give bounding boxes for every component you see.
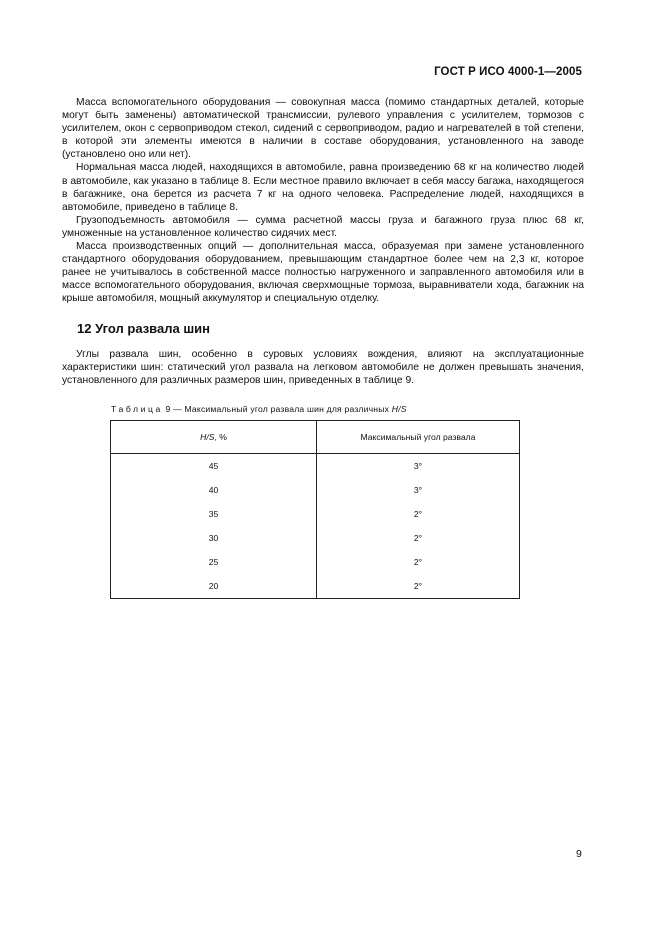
cell-hs: 25 [111,550,317,574]
cell-angle: 2° [317,550,520,574]
page-number: 9 [576,848,582,860]
paragraph-options-mass: Масса производственных опций — дополнительная масса, образуемая при замене установленного стандартного оборудования оборудованием, превышающим стандартное более чем на 2,3 кг, которое ранее не учитывалось в собственной массе полностью нагруженного и заправленного автомобиля или в массе вспомогательного оборудования, включая сверхмощные тормоза, выравниватели хода, багажник на крыше автомобиля, мощный аккумулятор и специальную отделку. [62,241,584,305]
body-text [62,96,584,306]
paragraph-camber: Углы развала шин, особенно в суровых условиях вождения, влияют на эксплуатационные характеристики шин: статический угол развала на легковом автомобиле не должен превышать значения, установленного для различных размеров шин, приведенных в таблице 9. [62,349,584,387]
caption-variable: H/S [391,404,407,414]
paragraph-occupant-mass: Нормальная масса людей, находящихся в автомобиле, равна произведению 68 кг на количество людей в автомобиле, как указано в таблице 8. Если местное правило включает в себя массу багажа, находящегося в багажнике, она берется из расчета 7 кг на одного человека. Распределение людей, находящихся в автомобиле, приведено в таблице 8. [62,162,584,213]
column-header-hs-var: H/S [200,432,215,442]
table-row [111,478,520,502]
section-text [62,348,584,387]
cell-hs: 30 [111,526,317,550]
cell-angle: 3° [317,478,520,502]
cell-angle: 2° [317,574,520,599]
table-row [111,550,520,574]
paragraph-load-capacity: Грузоподъемность автомобиля — сумма расчетной массы груза и багажного груза плюс 68 кг, умноженные на установленное количество сидячих мест. [62,214,584,239]
cell-angle: 2° [317,502,520,526]
paragraph-auxiliary-mass: Масса вспомогательного оборудования — совокупная масса (помимо стандартных деталей, которые могут быть заменены) автоматической трансмиссии, рулевого управления с усилителем, тормозов с усилителем, окон с сервоприводом стекол, сидений с сервоприводом, радио и нагревателей в той степени, в которой эти элементы имеются в наличии в составе оборудования, установленного на заводе (установлено оно или нет). [62,97,584,161]
cell-hs: 35 [111,502,317,526]
column-header-angle: Максимальный угол развала [317,421,520,454]
table-row [111,502,520,526]
cell-hs: 20 [111,574,317,599]
table-row [111,454,520,479]
table-row [111,526,520,550]
cell-angle: 2° [317,526,520,550]
caption-text: 9 — Максимальный угол развала шин для различных [165,404,390,414]
caption-word: Таблица [111,404,163,414]
cell-hs: 45 [111,454,317,479]
table-header-row [111,421,520,454]
column-header-hs [111,421,317,454]
table-caption [111,404,407,414]
column-header-hs-unit: , % [214,432,227,442]
table-row [111,574,520,599]
cell-hs: 40 [111,478,317,502]
section-title: 12 Угол развала шин [77,321,211,336]
standard-header: ГОСТ Р ИСО 4000-1—2005 [434,66,582,78]
camber-table [110,420,520,599]
cell-angle: 3° [317,454,520,479]
